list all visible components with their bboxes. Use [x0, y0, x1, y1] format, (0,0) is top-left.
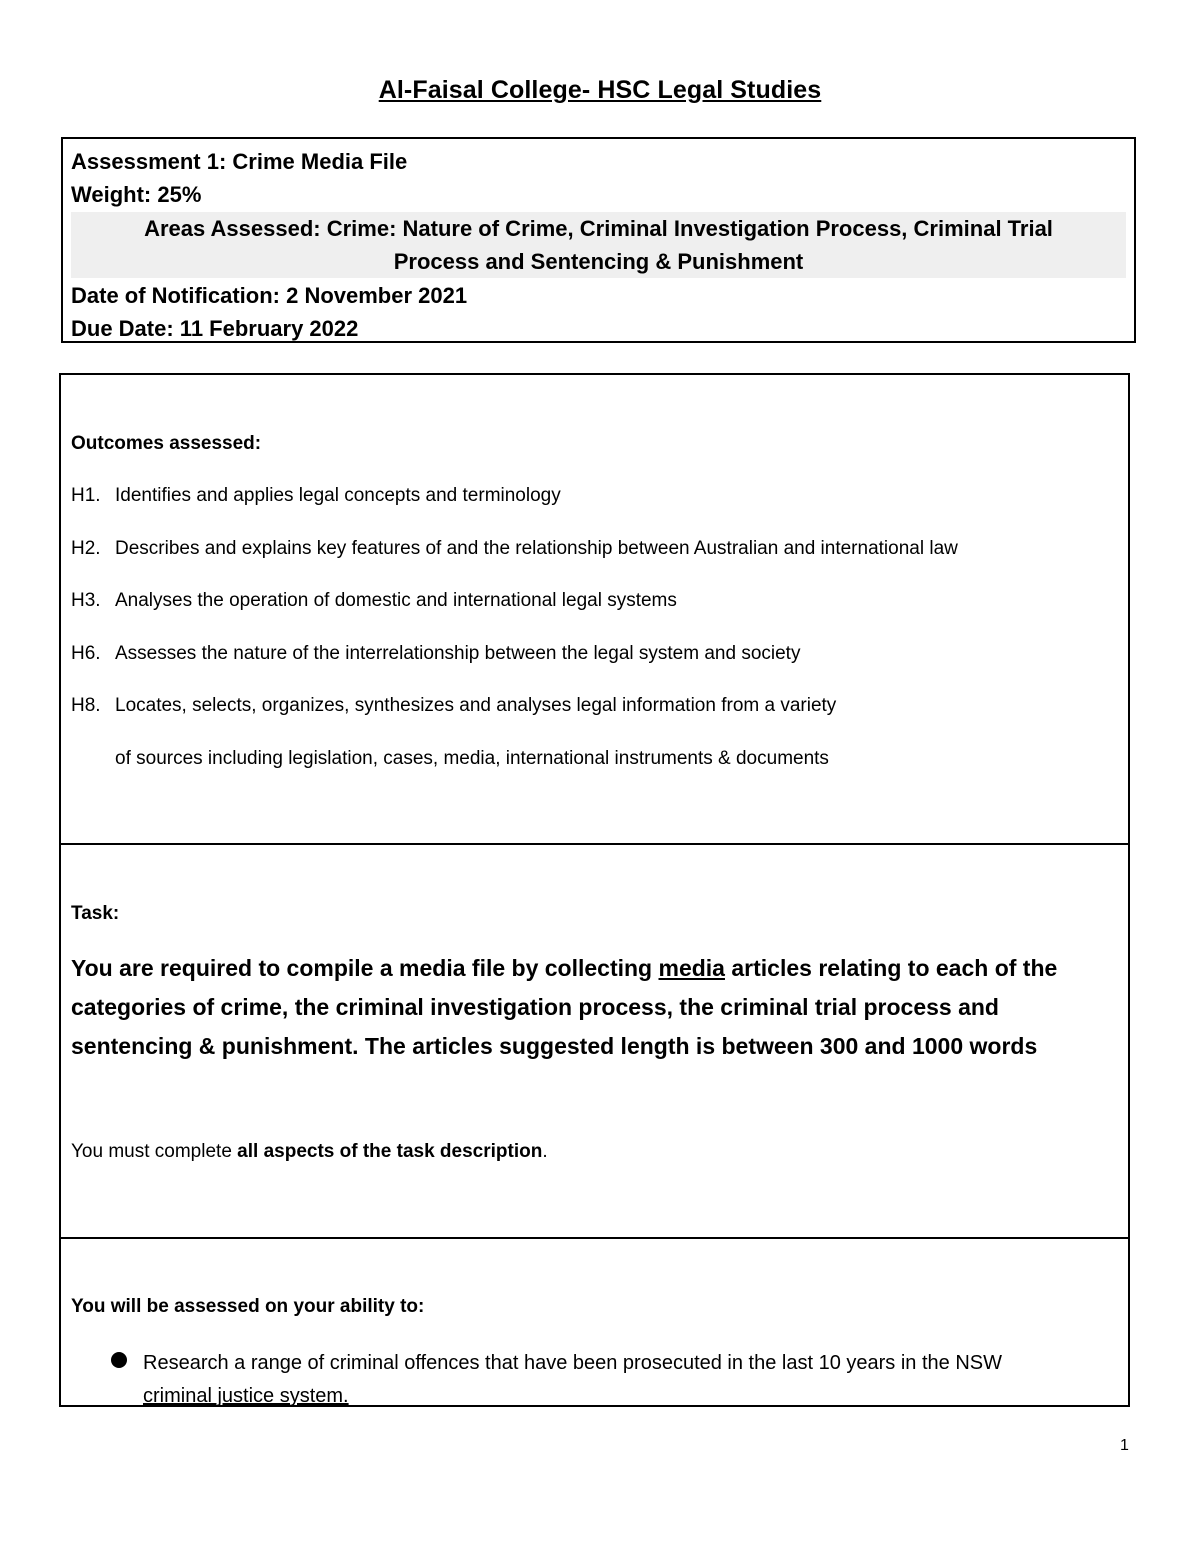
- outcomes-box: [59, 373, 1130, 845]
- must-prefix: You must complete: [71, 1141, 238, 1162]
- task-text-after: articles relating to each of the categories of crime, the criminal investigation process, the criminal trial process and sentencing & punishment. The articles suggested length is between 300 and 1000 words: [71, 955, 1058, 1059]
- outcomes-label: Outcomes assessed:: [71, 433, 262, 454]
- criteria-text: Research a range of criminal offences that have been prosecuted in the last 10 years in the NSW: [143, 1352, 1003, 1374]
- assessment-criteria-box: [59, 1237, 1130, 1407]
- outcome-text: Identifies and applies legal concepts and terminology: [115, 485, 561, 506]
- assessment-header-box: [61, 137, 1136, 343]
- outcome-text: Assesses the nature of the interrelationship between the legal system and society: [115, 643, 801, 664]
- outcome-item: [71, 485, 561, 507]
- outcome-item: [71, 695, 836, 717]
- outcome-text: Describes and explains key features of and the relationship between Australian and international law: [115, 538, 958, 559]
- bullet-icon: [111, 1352, 127, 1368]
- task-text-underlined: media: [658, 955, 725, 981]
- must-bold: all aspects of the task description: [237, 1141, 543, 1162]
- due-date: Due Date: 11 February 2022: [71, 316, 359, 341]
- outcome-code: H1.: [71, 485, 101, 506]
- criteria-text-line2: criminal justice system.: [143, 1385, 349, 1407]
- outcome-code: H6.: [71, 643, 101, 664]
- areas-assessed: [71, 212, 1126, 278]
- assessment-name: Assessment 1: Crime Media File: [71, 149, 408, 174]
- outcome-code: H8.: [71, 695, 101, 716]
- assessed-label: You will be assessed on your ability to:: [71, 1296, 425, 1317]
- document-title: Al-Faisal College- HSC Legal Studies: [378, 76, 822, 104]
- task-label: Task:: [71, 903, 120, 924]
- outcome-item: [71, 538, 958, 560]
- assessment-weight: Weight: 25%: [71, 182, 202, 207]
- outcome-item: [71, 590, 677, 612]
- outcome-item: [71, 643, 800, 665]
- criteria-item: [143, 1347, 1103, 1413]
- outcome-text: Locates, selects, organizes, synthesizes and analyses legal information from a variety: [115, 695, 837, 716]
- outcome-code: H2.: [71, 538, 101, 559]
- areas-assessed-line2: Process and Sentencing & Punishment: [393, 249, 804, 274]
- completion-note: [71, 1141, 548, 1163]
- notification-date: Date of Notification: 2 November 2021: [71, 283, 468, 308]
- task-box: [59, 843, 1130, 1239]
- outcome-code: H3.: [71, 590, 101, 611]
- task-description: [71, 949, 1116, 1066]
- outcome-continuation: of sources including legislation, cases, media, international instruments & documents: [115, 748, 829, 769]
- must-suffix: .: [542, 1141, 548, 1162]
- areas-assessed-line1: Areas Assessed: Crime: Nature of Crime, Criminal Investigation Process, Criminal Trial: [144, 216, 1053, 241]
- outcome-text: Analyses the operation of domestic and international legal systems: [115, 590, 677, 611]
- task-text-before: You are required to compile a media file by collecting: [71, 955, 659, 981]
- page-number: 1: [1120, 1437, 1129, 1454]
